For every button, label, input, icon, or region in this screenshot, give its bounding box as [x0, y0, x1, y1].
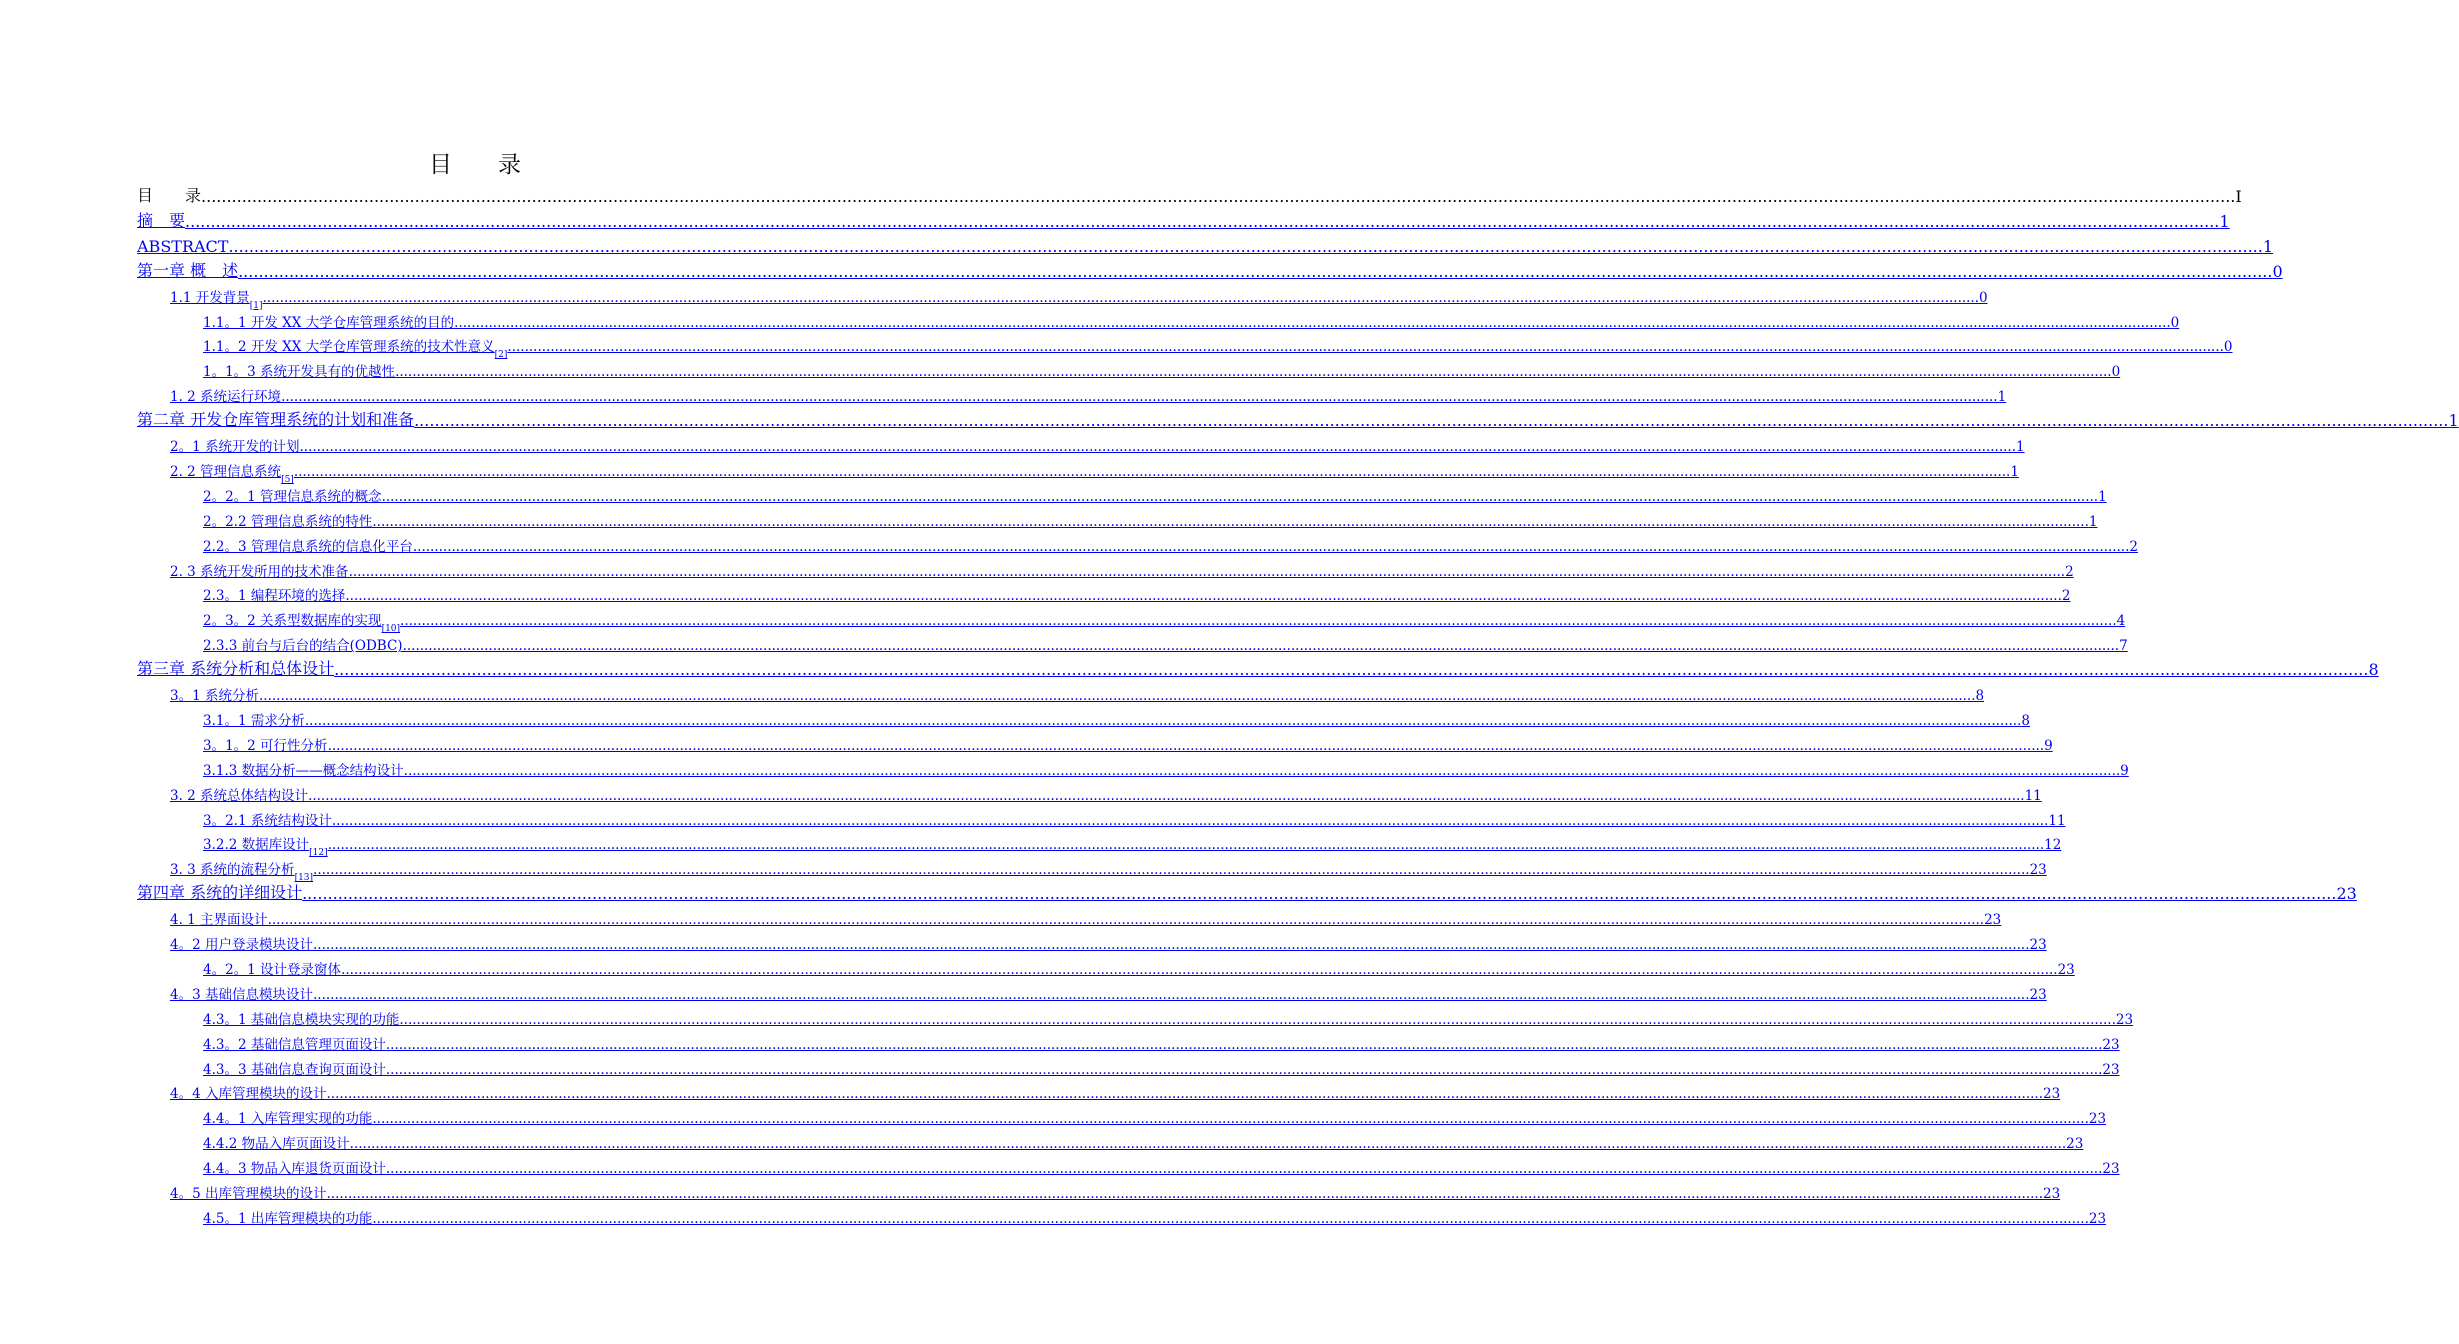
toc-entry[interactable]	[203, 1006, 2134, 1028]
toc-entry-label: 1。1。3 系统开发具有的优越性	[203, 364, 396, 381]
toc-entry[interactable]	[203, 1056, 2120, 1078]
toc-dot-leader: ................................................................................................................................................................................................................................................................................................................................................................................................................	[228, 236, 2263, 256]
toc-entry-label: 第二章 开发仓库管理系统的计划和准备	[137, 410, 415, 430]
toc-entry[interactable]	[203, 309, 2180, 331]
toc-entry[interactable]	[170, 1180, 2061, 1202]
toc-entry-label: ABSTRACT	[137, 236, 229, 256]
toc-entry-label: 目 录	[137, 186, 202, 205]
toc-entry-label: 4。3 基础信息模块设计	[170, 986, 313, 1003]
toc-entry[interactable]	[203, 1031, 2120, 1053]
toc-entry-label: 第四章 系统的详细设计	[137, 883, 303, 903]
toc-entry-label: 2。2.2 管理信息系统的特性	[203, 513, 373, 530]
toc-entry-label: 3.1。1 需求分析	[203, 712, 305, 729]
toc-dot-leader: ................................................................................................................................................................................................................................................................................................................................................................................................................	[312, 986, 2030, 1003]
toc-entry[interactable]	[203, 582, 2071, 605]
toc-entry-label: 摘 要	[137, 210, 186, 230]
toc-title: 目 录	[429, 152, 521, 178]
toc-page-number: 1	[2010, 463, 2019, 480]
toc-page-number: 23	[2115, 1011, 2134, 1028]
toc-entry-label: 2.3。1 编程环境的选择	[203, 588, 346, 605]
toc-entry-label: 4.3。2 基础信息管理页面设计	[203, 1036, 386, 1053]
toc-entry-label: 1.1。2 开发 XX 大学仓库管理系统的技术性意义	[203, 339, 495, 356]
toc-dot-leader: ................................................................................................................................................................................................................................................................................................................................................................................................................	[381, 488, 2099, 505]
toc-entry-label: 3。1 系统分析	[170, 688, 259, 704]
toc-page-number: 8	[1975, 688, 1985, 704]
toc-dot-leader: ................................................................................................................................................................................................................................................................................................................................................................................................................	[399, 1011, 2116, 1028]
toc-page-number: 2	[2065, 563, 2074, 580]
toc-entry-label: 2.2。3 管理信息系统的信息化平台	[203, 538, 413, 555]
toc-dot-leader: ................................................................................................................................................................................................................................................................................................................................................................................................................	[304, 712, 2022, 729]
toc-entry[interactable]	[203, 1105, 2107, 1128]
toc-dot-leader: ................................................................................................................................................................................................................................................................................................................................................................................................................	[293, 463, 2011, 480]
toc-entry[interactable]	[137, 408, 2459, 431]
toc-page-number: I	[2235, 187, 2242, 206]
toc-dot-leader: ................................................................................................................................................................................................................................................................................................................................................................................................................	[312, 937, 2030, 953]
toc-page-number: 1	[2262, 236, 2274, 256]
toc-dot-leader: ................................................................................................................................................................................................................................................................................................................................................................................................................	[372, 1111, 2089, 1128]
toc-dot-leader: ................................................................................................................................................................................................................................................................................................................................................................................................................	[341, 961, 2058, 978]
toc-dot-leader: ................................................................................................................................................................................................................................................................................................................................................................................................................	[345, 588, 2062, 605]
toc-entry[interactable]	[137, 209, 2230, 231]
toc-page-number: 23	[2057, 961, 2075, 978]
toc-entry[interactable]	[203, 508, 2098, 530]
toc-page-number: 12	[2044, 837, 2062, 854]
toc-entry-label: 第一章 概 述	[137, 260, 239, 280]
toc-entry-label: 4。4 入库管理模块的设计	[170, 1086, 327, 1103]
toc-entry[interactable]	[203, 1130, 2084, 1153]
toc-page-number: 4	[2116, 613, 2126, 630]
toc-entry[interactable]	[203, 707, 2030, 729]
toc-entry-label: 2。2。1 管理信息系统的概念	[203, 488, 382, 505]
toc-entry-label: 1.1 开发背景	[170, 289, 250, 306]
toc-entry[interactable]	[170, 931, 2047, 953]
toc-entry[interactable]	[203, 632, 2128, 655]
toc-dot-leader: ................................................................................................................................................................................................................................................................................................................................................................................................................	[385, 1061, 2103, 1078]
toc-dot-leader: ................................................................................................................................................................................................................................................................................................................................................................................................................	[281, 389, 1998, 406]
toc-entry[interactable]	[203, 1155, 2120, 1178]
toc-page-number: 23	[2102, 1161, 2120, 1178]
toc-dot-leader: ................................................................................................................................................................................................................................................................................................................................................................................................................	[385, 1036, 2103, 1053]
toc-page-number: 23	[2102, 1036, 2120, 1053]
toc-page-number: 1	[1997, 389, 2007, 406]
toc-entry-label: 2。3。2 关系型数据库的实现	[203, 613, 382, 630]
toc-dot-leader: ................................................................................................................................................................................................................................................................................................................................................................................................................	[372, 1210, 2089, 1227]
toc-entry-label: 4。2 用户登录模块设计	[170, 937, 313, 953]
toc-dot-leader: ................................................................................................................................................................................................................................................................................................................................................................................................................	[258, 688, 1976, 704]
toc-page-number: 11	[2024, 787, 2042, 804]
toc-dot-leader: ................................................................................................................................................................................................................................................................................................................................................................................................................	[349, 1136, 2067, 1153]
toc-entry-label: 4。2。1 设计登录窗体	[203, 961, 342, 978]
toc-dot-leader: ................................................................................................................................................................................................................................................................................................................................................................................................................	[327, 837, 2045, 854]
toc-entry-label: 1. 2 系统运行环境	[170, 389, 282, 406]
toc-entry[interactable]	[170, 383, 2007, 406]
toc-page-number: 0	[2272, 261, 2283, 281]
toc-dot-leader: ................................................................................................................................................................................................................................................................................................................................................................................................................	[238, 261, 2273, 281]
toc-entry-label: 3. 2 系统总体结构设计	[170, 787, 309, 804]
toc-page-number: 1	[2448, 411, 2459, 431]
toc-entry[interactable]	[203, 807, 2066, 829]
toc-entry-label: 3。1。2 可行性分析	[203, 737, 328, 754]
toc-entry[interactable]	[170, 981, 2047, 1003]
toc-dot-leader: ................................................................................................................................................................................................................................................................................................................................................................................................................	[400, 613, 2117, 630]
toc-dot-leader: ................................................................................................................................................................................................................................................................................................................................................................................................................	[402, 638, 2120, 655]
toc-entry-label: 3.1.3 数据分析——概念结构设计	[203, 762, 404, 779]
toc-page-number: 0	[1979, 289, 1988, 306]
toc-page-number: 1	[2088, 513, 2098, 530]
toc-dot-leader: ................................................................................................................................................................................................................................................................................................................................................................................................................	[385, 1161, 2103, 1178]
toc-entry-label: 2.3.3 前台与后台的结合(ODBC)	[203, 638, 403, 655]
toc-entry-label: 2. 2 管理信息系统	[170, 463, 282, 480]
toc-page-number: 23	[2029, 986, 2047, 1003]
toc-page-number: 23	[2088, 1210, 2107, 1227]
toc-entry[interactable]	[203, 358, 2121, 381]
toc-entry[interactable]	[170, 682, 1985, 704]
toc-entry[interactable]: 3.2.2 数据库设计 [12] ................................................................................................................................................................................................................................................................................................................................................................................................................ 12	[203, 831, 832, 853]
toc-page-number: 23	[2336, 884, 2357, 904]
toc-entry[interactable]	[137, 881, 2357, 904]
toc-dot-leader: ................................................................................................................................................................................................................................................................................................................................................................................................................	[185, 211, 2220, 231]
toc-page-number: 9	[2120, 762, 2129, 779]
toc-entry-label: 4.3。1 基础信息模块实现的功能	[203, 1011, 400, 1028]
toc-entry[interactable]: 3. 3 系统的流程分析 [13] ................................................................................................................................................................................................................................................................................................................................................................................................................ 23	[170, 856, 832, 878]
toc-entry[interactable]	[203, 757, 2129, 779]
toc-dot-leader: ................................................................................................................................................................................................................................................................................................................................................................................................................	[395, 364, 2112, 381]
toc-entry-label: 4.4。3 物品入库退货页面设计	[203, 1161, 386, 1178]
toc-dot-leader: ................................................................................................................................................................................................................................................................................................................................................................................................................	[299, 439, 2016, 455]
toc-entry[interactable]	[170, 558, 2074, 580]
toc-page-number: 1	[2016, 439, 2025, 455]
toc-page-number: 1	[2098, 488, 2107, 505]
toc-entry	[137, 184, 2242, 206]
toc-entry-label: 1.1。1 开发 XX 大学仓库管理系统的目的	[203, 314, 455, 331]
toc-page-number: 23	[2102, 1061, 2120, 1078]
toc-page-number: 23	[1984, 912, 2002, 929]
toc-entry-label: 4。5 出库管理模块的设计	[170, 1186, 327, 1202]
toc-page-number: 23	[2043, 1086, 2061, 1103]
toc-entry-label: 4. 1 主界面设计	[170, 912, 268, 929]
toc-dot-leader: ................................................................................................................................................................................................................................................................................................................................................................................................................	[326, 1086, 2043, 1103]
toc-entry[interactable]	[170, 782, 2042, 804]
toc-dot-leader: ................................................................................................................................................................................................................................................................................................................................................................................................................	[454, 314, 2171, 331]
toc-entry[interactable]	[203, 533, 2138, 555]
toc-dot-leader: ................................................................................................................................................................................................................................................................................................................................................................................................................	[262, 289, 1980, 306]
toc-page-number: 23	[2088, 1111, 2107, 1128]
toc-entry-label: 4.5。1 出库管理模块的功能	[203, 1210, 373, 1227]
toc-page-number: 23	[2029, 862, 2047, 879]
toc-dot-leader: ................................................................................................................................................................................................................................................................................................................................................................................................................	[331, 812, 2049, 829]
toc-page-number: 0	[2170, 314, 2180, 331]
toc-dot-leader: ................................................................................................................................................................................................................................................................................................................................................................................................................	[403, 762, 2121, 779]
toc-entry[interactable]	[203, 1205, 2107, 1227]
toc-page-number: 23	[2043, 1186, 2061, 1202]
toc-page-number: 7	[2119, 638, 2128, 655]
toc-dot-leader: ................................................................................................................................................................................................................................................................................................................................................................................................................	[308, 787, 2025, 804]
toc-dot-leader: ................................................................................................................................................................................................................................................................................................................................................................................................................	[313, 862, 2030, 879]
toc-dot-leader: ................................................................................................................................................................................................................................................................................................................................................................................................................	[372, 513, 2089, 530]
toc-entry[interactable]	[203, 483, 2107, 505]
toc-entry[interactable]: 2。3。2 关系型数据库的实现 [10] ................................................................................................................................................................................................................................................................................................................................................................................................................ 4	[203, 607, 832, 629]
toc-page-number: 2	[2129, 538, 2138, 555]
toc-entry[interactable]: 1.1 开发背景 [1] ................................................................................................................................................................................................................................................................................................................................................................................................................ 0	[170, 284, 832, 306]
toc-entry-label: 2. 3 系统开发所用的技术准备	[170, 563, 349, 580]
toc-dot-leader: ................................................................................................................................................................................................................................................................................................................................................................................................................	[201, 187, 2236, 206]
toc-entry[interactable]	[137, 259, 2283, 281]
toc-entry[interactable]	[203, 956, 2075, 978]
toc-dot-leader: ................................................................................................................................................................................................................................................................................................................................................................................................................	[302, 884, 2337, 904]
toc-page-number: 0	[2111, 364, 2121, 381]
toc-entry[interactable]: 1.1。2 开发 XX 大学仓库管理系统的技术性意义 [2] ................................................................................................................................................................................................................................................................................................................................................................................................................ 0	[203, 333, 832, 355]
toc-page-number: 1	[2219, 211, 2230, 231]
toc-page-number: 0	[2223, 339, 2233, 356]
toc-page-number: 8	[2021, 712, 2030, 729]
toc-entry-label: 3. 3 系统的流程分析	[170, 862, 295, 879]
toc-page-number: 23	[2029, 937, 2047, 953]
toc-entry-label: 3。2.1 系统结构设计	[203, 812, 332, 829]
toc-page-number: 23	[2066, 1136, 2084, 1153]
toc-entry[interactable]: 2. 2 管理信息系统 [5] ................................................................................................................................................................................................................................................................................................................................................................................................................ 1	[170, 458, 832, 480]
toc-entry-label: 2。1 系统开发的计划	[170, 439, 300, 455]
toc-entry-label: 4.3。3 基础信息查询页面设计	[203, 1061, 386, 1078]
toc-entry[interactable]	[203, 732, 2053, 754]
toc-entry-label: 3.2.2 数据库设计	[203, 837, 310, 854]
toc-page-number: 9	[2044, 737, 2053, 754]
toc-entry[interactable]	[170, 433, 2025, 455]
toc-page-number: 11	[2048, 812, 2066, 829]
toc-dot-leader: ................................................................................................................................................................................................................................................................................................................................................................................................................	[412, 538, 2130, 555]
toc-dot-leader: ................................................................................................................................................................................................................................................................................................................................................................................................................	[507, 339, 2224, 356]
toc-dot-leader: ................................................................................................................................................................................................................................................................................................................................................................................................................	[334, 660, 2369, 680]
toc-dot-leader: ................................................................................................................................................................................................................................................................................................................................................................................................................	[348, 563, 2066, 580]
toc-dot-leader: ................................................................................................................................................................................................................................................................................................................................................................................................................	[326, 1186, 2043, 1202]
toc-entry-label: 4.4.2 物品入库页面设计	[203, 1136, 350, 1153]
toc-dot-leader: ................................................................................................................................................................................................................................................................................................................................................................................................................	[267, 912, 1985, 929]
toc-page-number: 8	[2368, 660, 2379, 680]
toc-page-number: 2	[2061, 588, 2071, 605]
toc-entry[interactable]	[137, 234, 2274, 256]
toc-dot-leader: ................................................................................................................................................................................................................................................................................................................................................................................................................	[414, 411, 2449, 431]
toc-entry[interactable]	[170, 906, 2002, 929]
toc-entry[interactable]	[137, 657, 2379, 680]
toc-dot-leader: ................................................................................................................................................................................................................................................................................................................................................................................................................	[327, 737, 2045, 754]
toc-entry-label: 4.4。1 入库管理实现的功能	[203, 1111, 373, 1128]
toc-entry[interactable]	[170, 1080, 2061, 1103]
toc-entry-label: 第三章 系统分析和总体设计	[137, 659, 335, 679]
